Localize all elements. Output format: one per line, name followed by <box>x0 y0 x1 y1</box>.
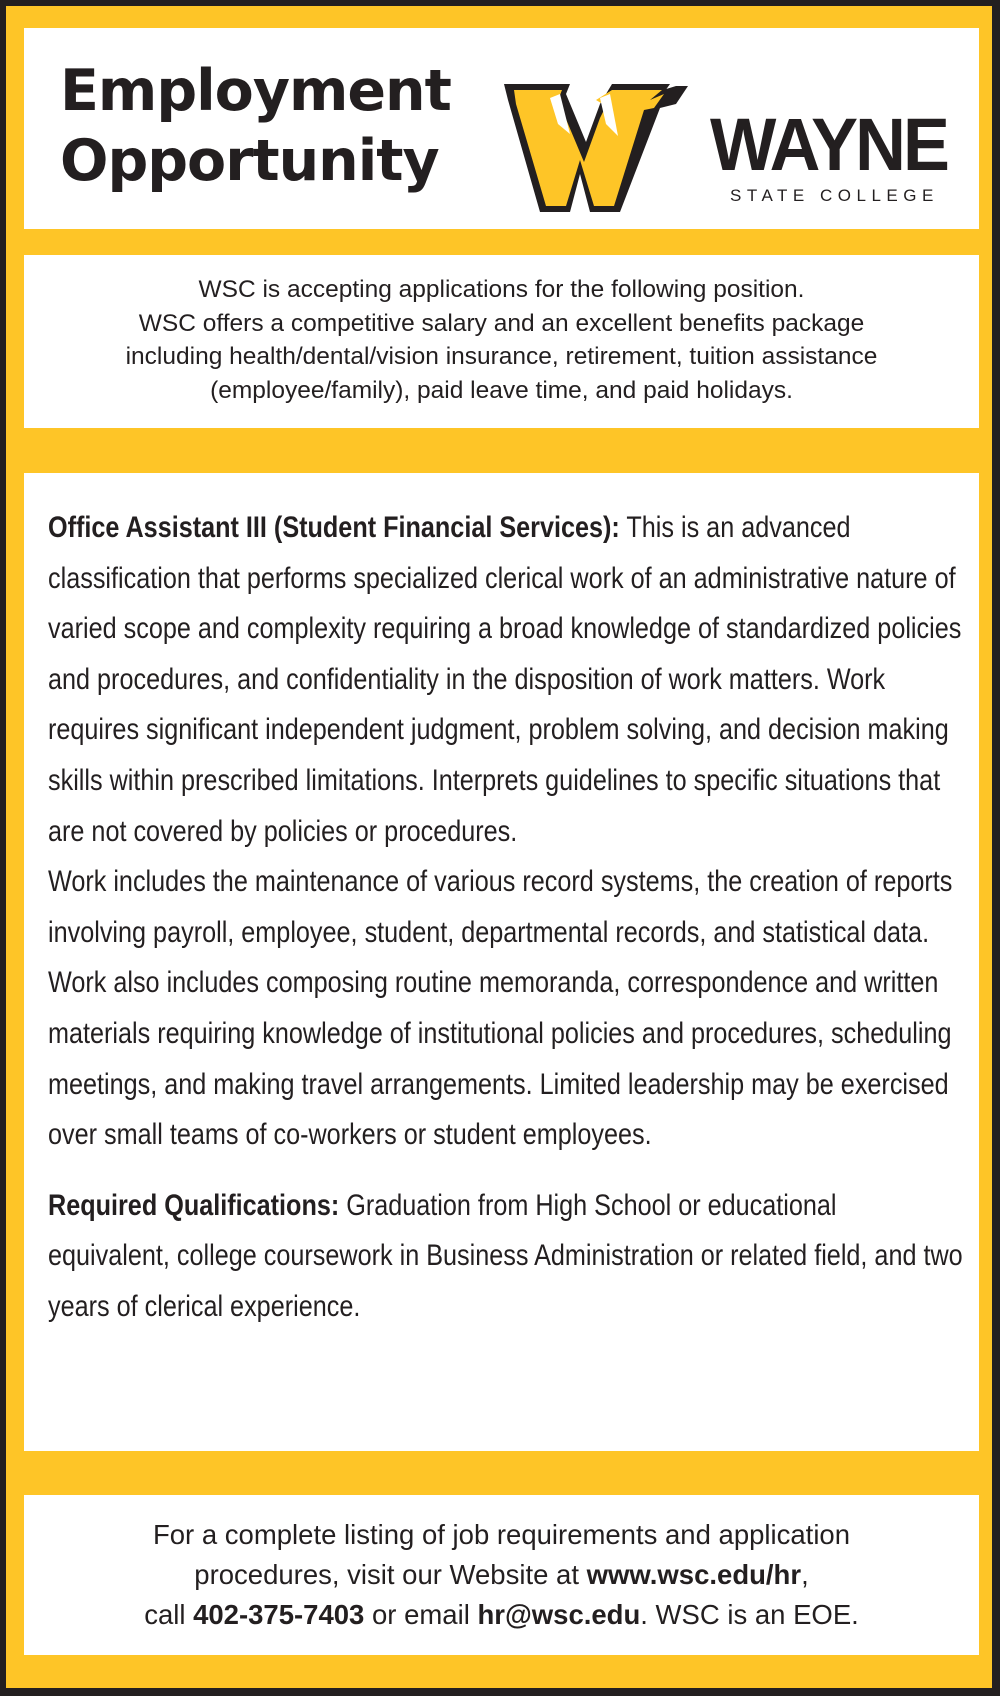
contact-line-1: For a complete listing of job requirements and application <box>152 1519 851 1550</box>
contact-text-fragment: , <box>801 1559 809 1590</box>
intro-text <box>24 273 979 407</box>
w-emblem-icon <box>500 64 700 214</box>
phone-number[interactable]: 402-375-7403 <box>193 1599 365 1630</box>
contact-text-fragment: or email <box>364 1599 478 1630</box>
description-paragraph-1 <box>48 503 965 857</box>
intro-line: WSC offers a competitive salary and an excellent benefits package <box>138 309 865 337</box>
intro-panel <box>24 255 979 428</box>
contact-text-fragment: call <box>144 1599 194 1630</box>
qualifications-label: Required Qualifications: <box>48 1188 340 1222</box>
title-line-2: Opportunity <box>60 128 439 194</box>
description-text-1: This is an advanced classification that performs specialized clerical work of an administrative nature of varied scope and complexity requiring a broad knowledge of standardized policies and procedures, and confidentiality in the disposition of work matters. Work requires significant independent judgment, problem solving, and decision making skills within prescribed limitations. Interprets guidelines to specific situations that are not covered by policies or procedures. <box>48 511 962 848</box>
job-description <box>48 503 965 1333</box>
contact-text-fragment: procedures, visit our Website at <box>194 1559 587 1590</box>
contact-text-fragment: . WSC is an EOE. <box>640 1599 859 1630</box>
intro-line: including health/dental/vision insurance, retirement, tuition assistance <box>125 343 878 370</box>
contact-panel <box>24 1495 979 1655</box>
position-title: Office Assistant III (Student Financial Services): <box>48 511 620 544</box>
title-line-1: Employment <box>60 58 451 124</box>
contact-line-3 <box>24 1595 979 1635</box>
qualifications-text: Graduation from High School or educational equivalent, college coursework in Business Administration or related field, and two years of clerical experience. <box>48 1188 963 1323</box>
header-panel <box>24 28 979 229</box>
logo-subtitle: STATE COLLEGE <box>730 186 939 205</box>
intro-line: WSC is accepting applications for the following position. <box>198 276 805 303</box>
contact-text <box>24 1515 979 1635</box>
intro-line: (employee/family), paid leave time, and paid holidays. <box>210 376 793 404</box>
wayne-state-college-logo <box>500 64 960 214</box>
email-link[interactable]: hr@wsc.edu <box>477 1599 641 1630</box>
contact-line-2 <box>24 1555 979 1595</box>
logo-wordmark: WAYNE <box>710 103 948 186</box>
qualifications-paragraph <box>48 1181 965 1333</box>
job-description-panel <box>24 473 979 1451</box>
website-link[interactable]: www.wsc.edu/hr <box>586 1559 802 1590</box>
poster-frame <box>6 6 992 1688</box>
page-title <box>60 56 451 196</box>
description-paragraph-2: Work includes the maintenance of various record systems, the creation of reports involving payroll, employee, student, departmental records, and statistical data. Work also includes composing routine memoranda, correspondence and written materials requiring knowledge of institutional policies and procedures, scheduling meetings, and making travel arrangements. Limited leadership may be exercised over small teams of co-workers or student employees. <box>48 865 953 1152</box>
